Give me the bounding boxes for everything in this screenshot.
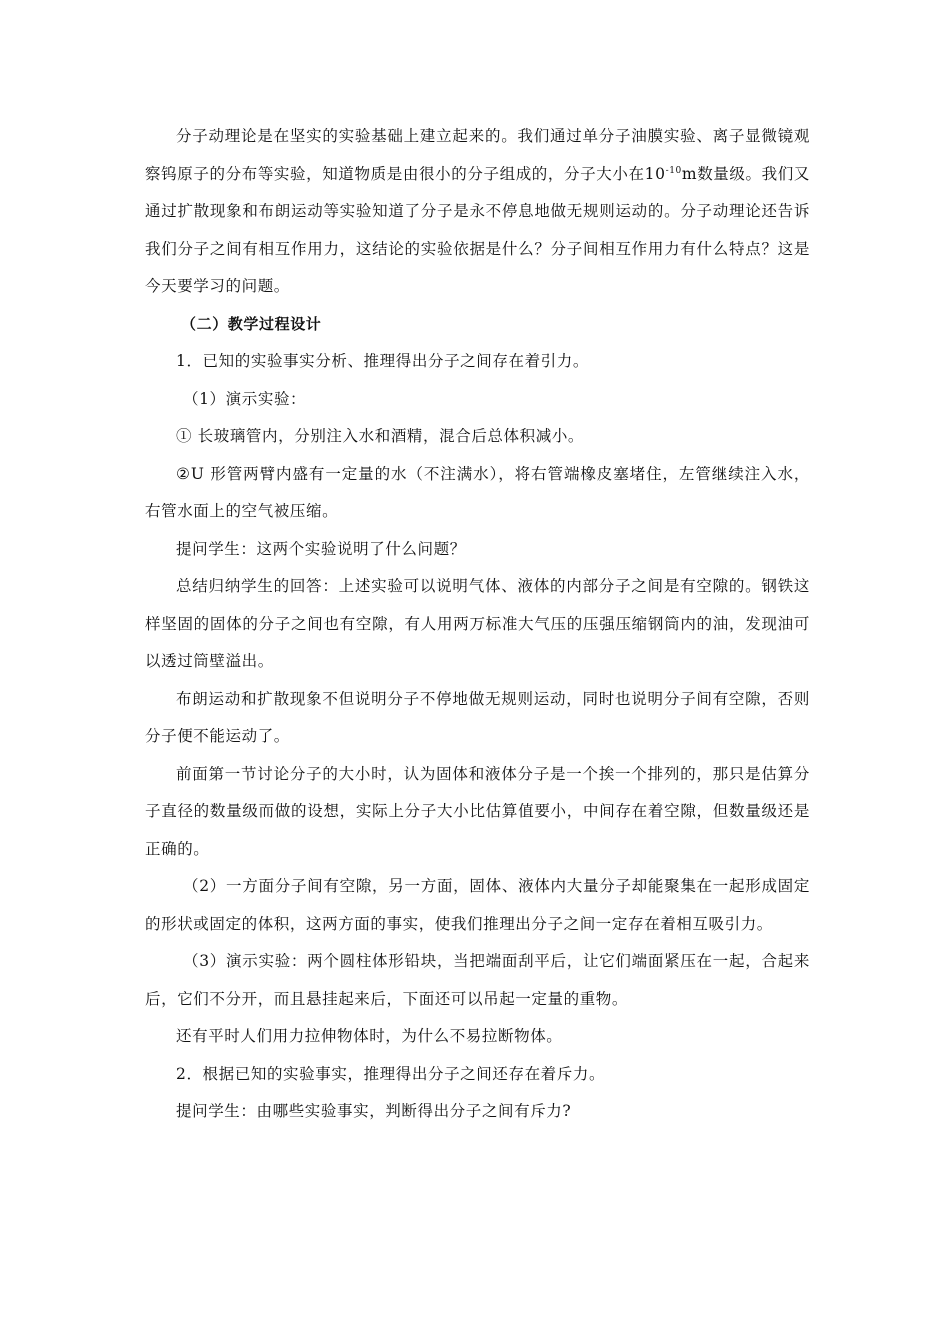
paragraph-experiment-2: ②U 形管两臂内盛有一定量的水（不注满水），将右管端橡皮塞堵住，左管继续注入水，右管水面上的空气被压缩。 bbox=[145, 464, 810, 520]
paragraph-repulsion-title: 2．根据已知的实验事实，推理得出分子之间还存在着斥力。 bbox=[176, 1064, 606, 1083]
paragraph-experiment-1: ① 长玻璃管内，分别注入水和酒精，混合后总体积减小。 bbox=[176, 427, 585, 445]
section-heading: （二）教学过程设计 bbox=[181, 314, 322, 333]
magnitude-base: 10 bbox=[644, 164, 666, 183]
intro-text-part2: 数量级。我们又通过扩散现象和布朗运动等实验知道了分子是永不停息地做无规则运动的。分子动理论还告诉我们分子之间有相互作用力，这结论的实验依据是什么？分子间相互作用力有什么特点？这是今天要学习的问题。 bbox=[145, 164, 810, 295]
document-page bbox=[145, 118, 810, 1131]
intro-text-part1: 分子动理论是在坚实的实验基础上建立起来的。我们通过单分子油膜实验、离子显微镜观察钨原子的分布等实验，知道物质是由很小的分子组成的，分子大小在 bbox=[145, 127, 810, 183]
paragraph-question-1: 提问学生：这两个实验说明了什么问题？ bbox=[176, 539, 466, 558]
paragraph-brownian: 布朗运动和扩散现象不但说明分子不停地做无规则运动，同时也说明分子间有空隙，否则分子便不能运动了。 bbox=[145, 689, 810, 745]
paragraph-molecule-size: 前面第一节讨论分子的大小时，认为固体和液体分子是一个挨一个排列的，那只是估算分子直径的数量级而做的设想，实际上分子大小比估算值要小，中间存在着空隙，但数量级还是正确的。 bbox=[145, 764, 810, 858]
paragraph-demo-3: （3）演示实验：两个圆柱体形铅块，当把端面刮平后，让它们端面紧压在一起，合起来后，它们不分开，而且悬挂起来后，下面还可以吊起一定量的重物。 bbox=[145, 952, 810, 1008]
magnitude-exponent: -10 bbox=[665, 165, 682, 176]
paragraph-stretching: 还有平时人们用力拉伸物体时，为什么不易拉断物体。 bbox=[176, 1027, 563, 1045]
magnitude-unit: m bbox=[681, 164, 698, 183]
intro-paragraph bbox=[145, 118, 810, 306]
paragraph-demo-1: （1）演示实验： bbox=[183, 389, 307, 408]
paragraph-point-2: （2）一方面分子间有空隙，另一方面，固体、液体内大量分子却能聚集在一起形成固定的形状或固定的体积，这两方面的事实，使我们推理出分子之间一定存在着相互吸引力。 bbox=[145, 877, 810, 933]
paragraph-attraction-title: 1．已知的实验事实分析、推理得出分子之间存在着引力。 bbox=[176, 352, 589, 370]
paragraph-question-2: 提问学生：由哪些实验事实，判断得出分子之间有斥力? bbox=[176, 1102, 572, 1120]
paragraph-summary: 总结归纳学生的回答：上述实验可以说明气体、液体的内部分子之间是有空隙的。钢铁这样坚固的固体的分子之间也有空隙，有人用两万标准大气压的压强压缩钢筒内的油，发现油可以透过筒壁溢出。 bbox=[145, 577, 810, 670]
